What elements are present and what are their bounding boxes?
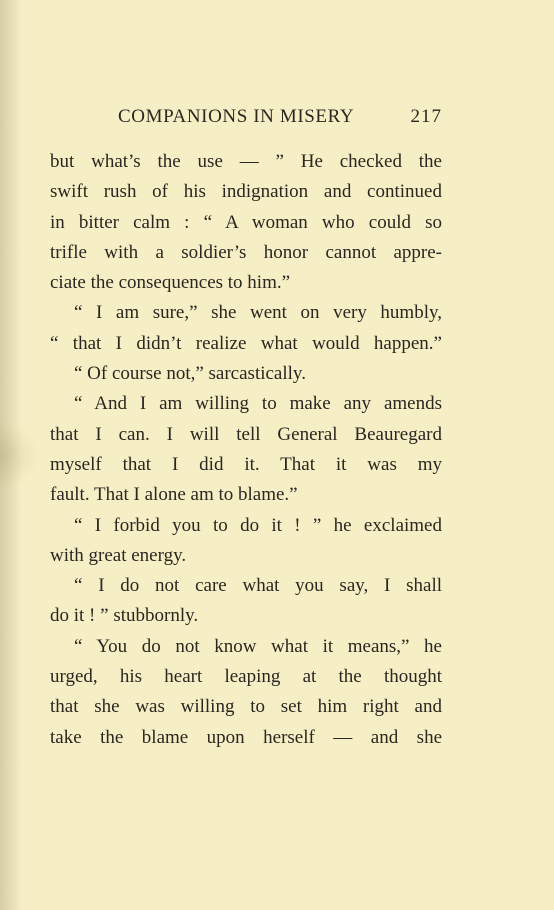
text-line: but what’s the use — ” He checked the: [50, 151, 442, 172]
text-line: urged, his heart leaping at the thought: [50, 666, 442, 688]
text-line: “ And I am willing to make any amends: [74, 393, 442, 415]
text-line: swift rush of his indignation and continued: [50, 181, 442, 203]
text-line: in bitter calm : “ A woman who could so: [50, 211, 442, 233]
body-text: [50, 147, 442, 753]
text-line: “ I forbid you to do it ! ” he exclaimed: [74, 514, 442, 536]
text-line: that she was willing to set him right and: [50, 696, 442, 718]
page-header: [50, 106, 442, 132]
text-line: “ Of course not,” sarcastically.: [74, 363, 306, 385]
text-line: “ I am sure,” she went on very humbly,: [74, 302, 442, 324]
text-line: fault. That I alone am to blame.”: [50, 484, 298, 506]
running-head: COMPANIONS IN MISERY: [118, 106, 355, 127]
text-line: myself that I did it. That it was my: [50, 453, 442, 475]
page-binding-shadow: [0, 0, 22, 910]
text-line: take the blame upon herself — and she: [50, 726, 442, 748]
text-line: that I can. I will tell General Beauregard: [50, 423, 442, 445]
text-line: “ I do not care what you say, I shall: [74, 575, 442, 597]
text-line: with great energy.: [50, 544, 187, 566]
text-line: trifle with a soldier’s honor cannot appre-: [50, 241, 442, 263]
page-number: 217: [410, 106, 442, 127]
text-line: ciate the consequences to him.”: [50, 272, 291, 294]
text-line: do it ! ” stubbornly.: [50, 605, 199, 627]
text-line: “ that I didn’t realize what would happen.”: [50, 332, 442, 354]
text-line: “ You do not know what it means,” he: [74, 635, 442, 657]
